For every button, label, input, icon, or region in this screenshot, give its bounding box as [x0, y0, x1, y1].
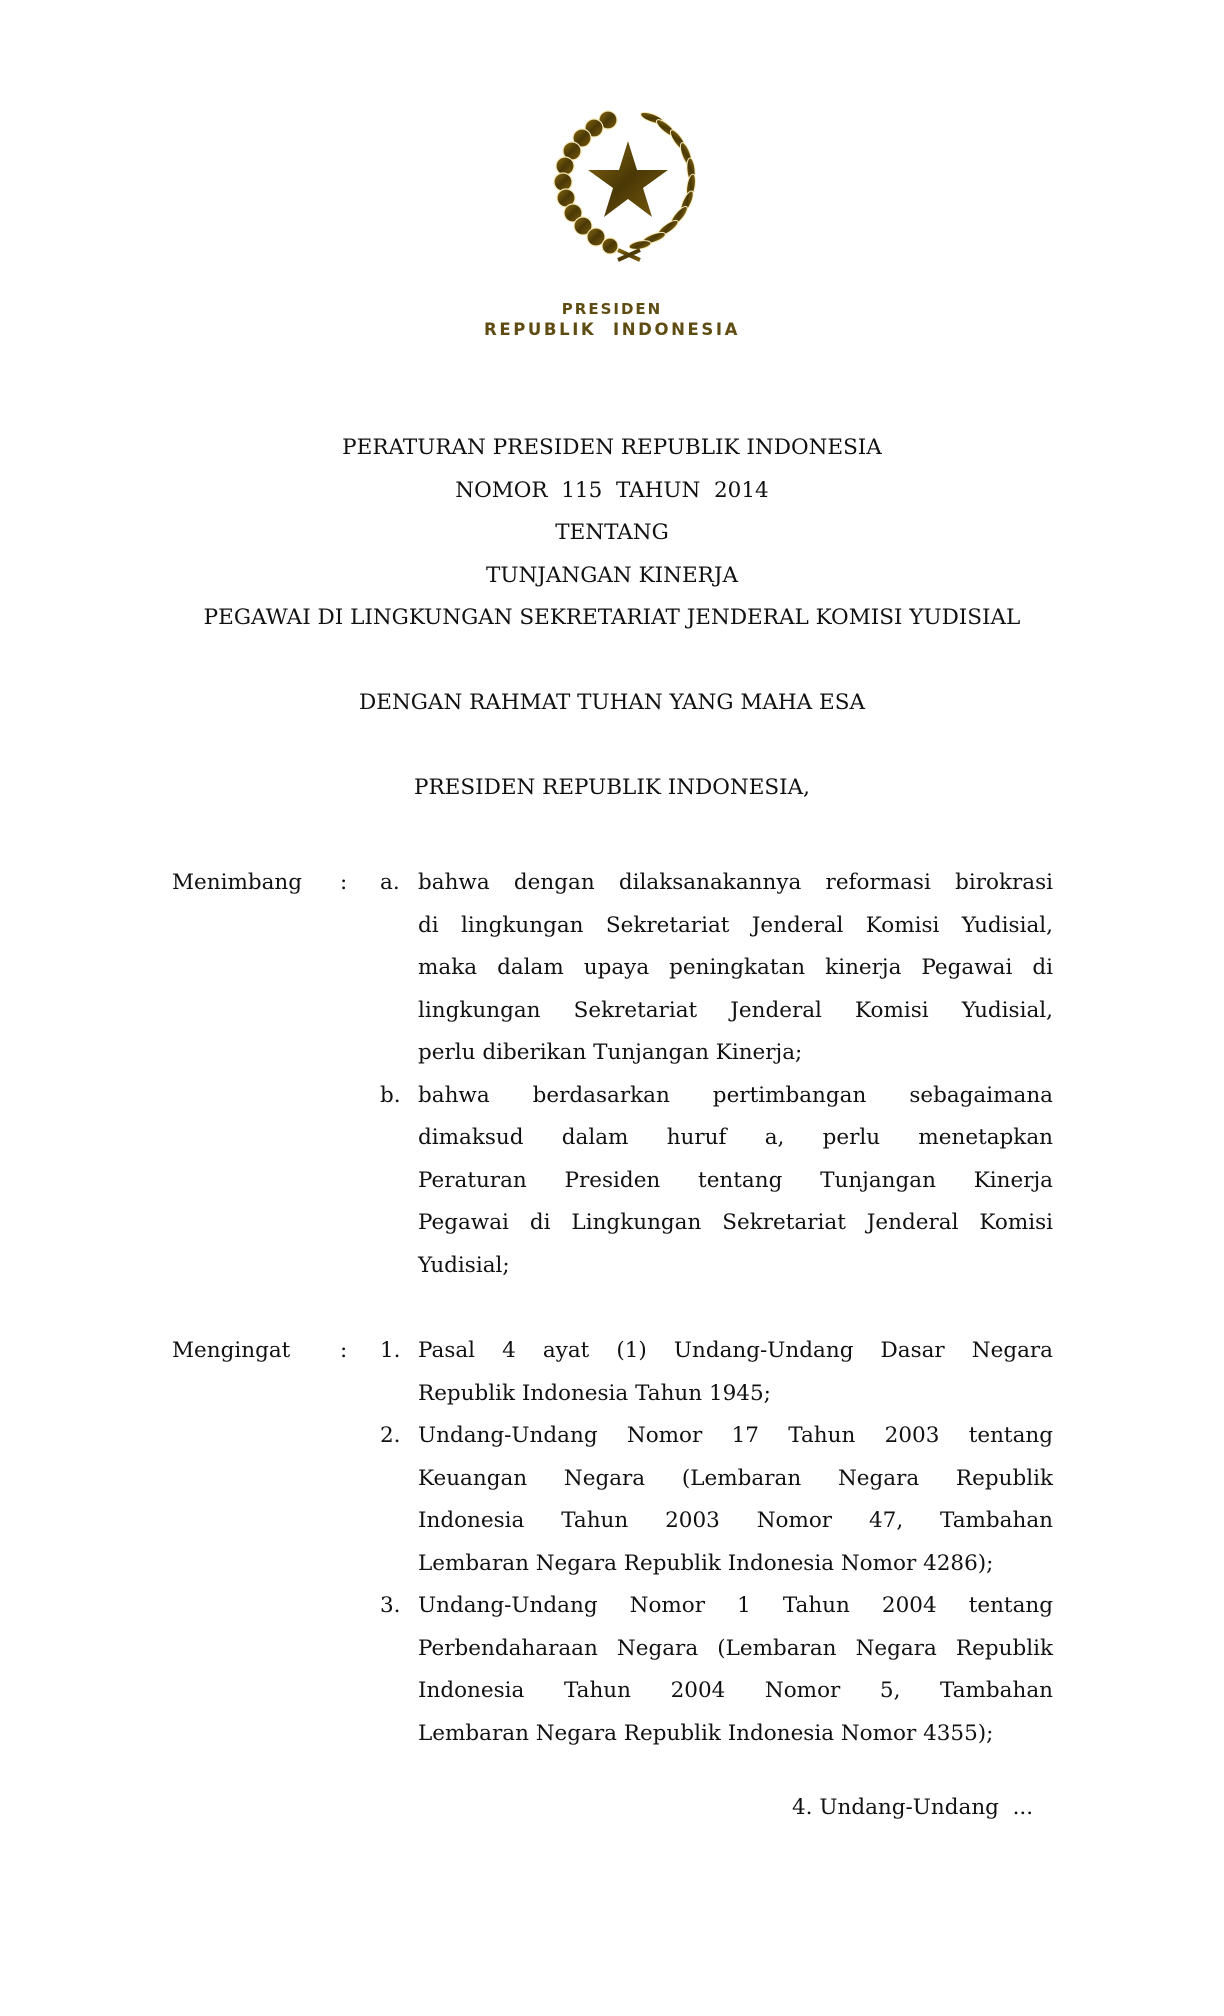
- item-line: Undang-Undang Nomor 1 Tahun 2004 tentang: [418, 1593, 1053, 1618]
- title-number: NOMOR 115 TAHUN 2014: [455, 477, 769, 503]
- item-marker: a.: [380, 870, 400, 895]
- item-line: Indonesia Tahun 2003 Nomor 47, Tambahan: [418, 1508, 1053, 1533]
- item-line: Pegawai di Lingkungan Sekretariat Jenderal Komisi: [418, 1210, 1053, 1235]
- page-continuation: 4. Undang-Undang ...: [792, 1795, 1034, 1820]
- invocation-text: DENGAN RAHMAT TUHAN YANG MAHA ESA: [359, 690, 865, 715]
- section-colon: :: [340, 1338, 348, 1363]
- item-line: Indonesia Tahun 2004 Nomor 5, Tambahan: [418, 1678, 1053, 1703]
- item-line: lingkungan Sekretariat Jenderal Komisi Yudisial,: [418, 997, 1053, 1023]
- issuer: [0, 767, 1224, 810]
- item-line: Keuangan Negara (Lembaran Negara Republik: [418, 1465, 1053, 1491]
- item-line: perlu diberikan Tunjangan Kinerja;: [418, 1040, 803, 1065]
- title-line: PERATURAN PRESIDEN REPUBLIK INDONESIA: [342, 435, 882, 460]
- item-line: Undang-Undang Nomor 17 Tahun 2003 tentang: [418, 1423, 1053, 1448]
- section-label: Menimbang: [172, 870, 303, 895]
- item-marker: 2.: [380, 1423, 401, 1448]
- regulation-title: [0, 427, 1224, 640]
- item-line: maka dalam upaya peningkatan kinerja Pegawai di: [418, 955, 1053, 980]
- item-line: Yudisial;: [418, 1252, 510, 1278]
- item-line: Perbendaharaan Negara (Lembaran Negara Republik: [418, 1635, 1053, 1661]
- item-line: Lembaran Negara Republik Indonesia Nomor 4286);: [418, 1550, 994, 1576]
- letterhead-title: PRESIDEN: [561, 300, 663, 318]
- item-marker: 1.: [380, 1338, 401, 1363]
- item-line: dimaksud dalam huruf a, perlu menetapkan: [418, 1125, 1053, 1150]
- presidential-emblem-icon: [548, 104, 708, 262]
- item-line: bahwa berdasarkan pertimbangan sebagaimana: [418, 1082, 1053, 1108]
- issuer-text: PRESIDEN REPUBLIK INDONESIA,: [414, 775, 810, 800]
- item-line: di lingkungan Sekretariat Jenderal Komisi Yudisial,: [418, 912, 1053, 938]
- item-marker: 3.: [380, 1593, 401, 1618]
- item-line: Peraturan Presiden tentang Tunjangan Kinerja: [418, 1167, 1053, 1193]
- letterhead-subtitle: REPUBLIK INDONESIA: [484, 320, 740, 339]
- section-label: Mengingat: [172, 1338, 291, 1363]
- item-line: Republik Indonesia Tahun 1945;: [418, 1380, 771, 1406]
- title-line: TUNJANGAN KINERJA: [486, 562, 738, 588]
- item-line: bahwa dengan dilaksanakannya reformasi birokrasi: [418, 870, 1053, 895]
- section-colon: :: [340, 870, 348, 895]
- title-line: PEGAWAI DI LINGKUNGAN SEKRETARIAT JENDERAL KOMISI YUDISIAL: [203, 605, 1021, 630]
- item-line: Pasal 4 ayat (1) Undang-Undang Dasar Negara: [418, 1338, 1053, 1363]
- title-line: TENTANG: [555, 520, 669, 545]
- invocation: [0, 682, 1224, 725]
- item-line: Lembaran Negara Republik Indonesia Nomor 4355);: [418, 1720, 994, 1746]
- item-marker: b.: [380, 1082, 401, 1108]
